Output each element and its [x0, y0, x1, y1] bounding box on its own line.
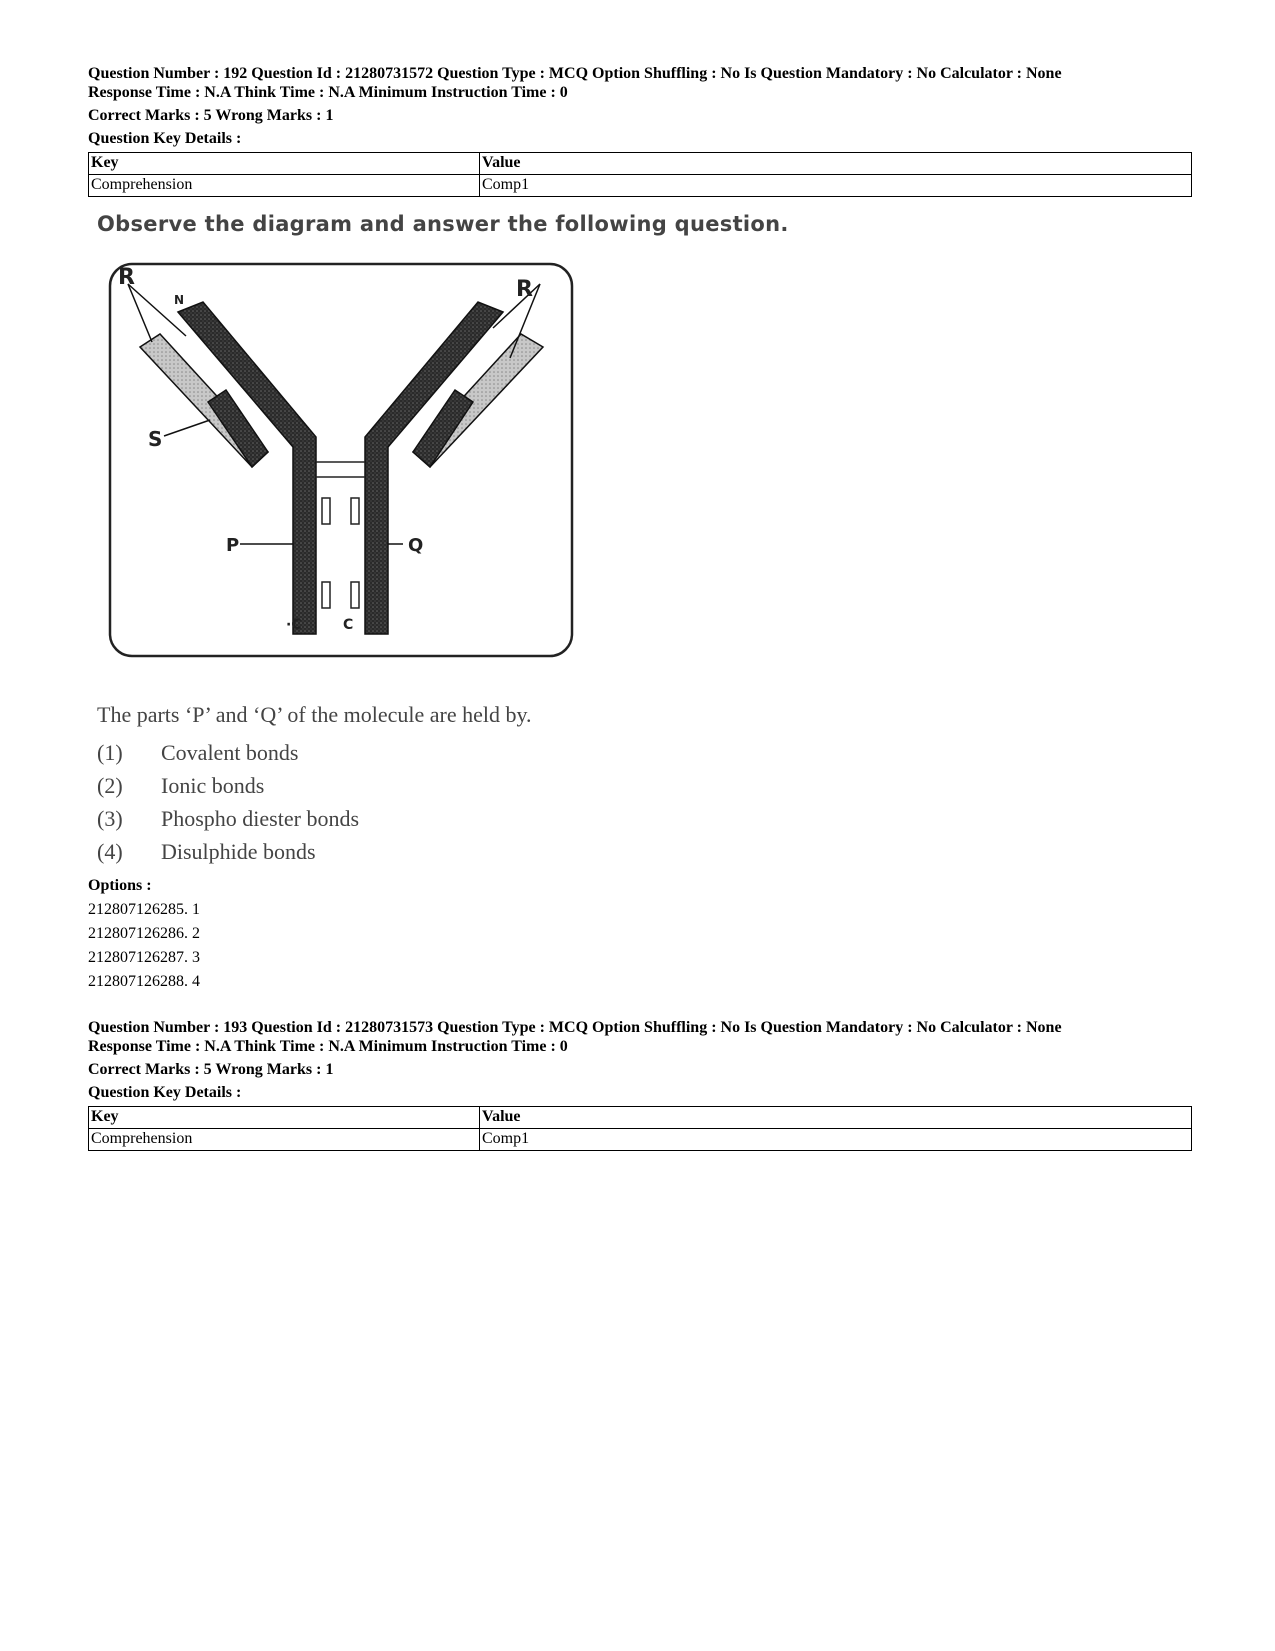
question-meta-line2: Response Time : N.A Think Time : N.A Minimum Instruction Time : 0 [88, 1038, 568, 1055]
choice-text: Ionic bonds [161, 773, 265, 798]
choice-number: (4) [97, 839, 123, 864]
label-n: N [174, 293, 185, 307]
choice-number: (3) [97, 806, 123, 831]
key-details-label: Question Key Details : [88, 130, 242, 147]
label-p: P [226, 535, 240, 556]
heavy-chain-right [365, 302, 503, 634]
choice-number: (1) [97, 740, 123, 765]
table-header-key: Key [89, 153, 480, 175]
label-c-left: ·C [286, 617, 302, 633]
option-item: 212807126285. 1 [88, 901, 200, 918]
question-192-header [88, 64, 1192, 197]
question-193-header [88, 1018, 1192, 1151]
choice-text: Covalent bonds [161, 740, 299, 765]
label-r-left: R [118, 265, 135, 290]
instruction-text: Observe the diagram and answer the following question. [97, 212, 789, 236]
choice-item [97, 802, 359, 835]
table-header-row [89, 1107, 1192, 1129]
choice-number: (2) [97, 773, 123, 798]
key-details-label: Question Key Details : [88, 1084, 242, 1101]
key-details-table [88, 1106, 1192, 1151]
question-text: The parts ‘P’ and ‘Q’ of the molecule are held by. [97, 702, 532, 727]
label-c-right: C [343, 617, 354, 633]
option-item: 212807126287. 3 [88, 949, 200, 966]
table-cell-value: Comp1 [480, 1129, 1192, 1151]
table-cell-key: Comprehension [89, 175, 480, 197]
question-meta-line2: Response Time : N.A Think Time : N.A Minimum Instruction Time : 0 [88, 84, 568, 101]
choice-text: Disulphide bonds [161, 839, 316, 864]
choice-item [97, 769, 359, 802]
table-header-row [89, 153, 1192, 175]
option-item: 212807126286. 2 [88, 925, 200, 942]
table-row [89, 1129, 1192, 1151]
table-header-value: Value [480, 1107, 1192, 1129]
hinge-bridges [316, 462, 365, 608]
heavy-chain-left [178, 302, 316, 634]
key-details-table [88, 152, 1192, 197]
choice-list [97, 736, 359, 868]
choice-item [97, 835, 359, 868]
table-cell-value: Comp1 [480, 175, 1192, 197]
options-label: Options : [88, 877, 152, 894]
marks-line: Correct Marks : 5 Wrong Marks : 1 [88, 107, 334, 124]
choice-item [97, 736, 359, 769]
question-meta-line1: Question Number : 193 Question Id : 21280731573 Question Type : MCQ Option Shuffling : No Is Question Mandatory : No Calculator : None [88, 1019, 1062, 1036]
diagram-frame [110, 264, 572, 656]
marks-line: Correct Marks : 5 Wrong Marks : 1 [88, 1061, 334, 1078]
question-meta-line1: Question Number : 192 Question Id : 21280731572 Question Type : MCQ Option Shuffling : No Is Question Mandatory : No Calculator : None [88, 65, 1062, 82]
options-block [88, 874, 200, 994]
table-row [89, 175, 1192, 197]
label-r-right: R [516, 277, 533, 302]
table-cell-key: Comprehension [89, 1129, 480, 1151]
label-s: S [148, 427, 163, 451]
label-q: Q [408, 535, 424, 556]
table-header-key: Key [89, 1107, 480, 1129]
option-item: 212807126288. 4 [88, 973, 200, 990]
antibody-diagram [108, 262, 578, 662]
table-header-value: Value [480, 153, 1192, 175]
choice-text: Phospho diester bonds [161, 806, 359, 831]
